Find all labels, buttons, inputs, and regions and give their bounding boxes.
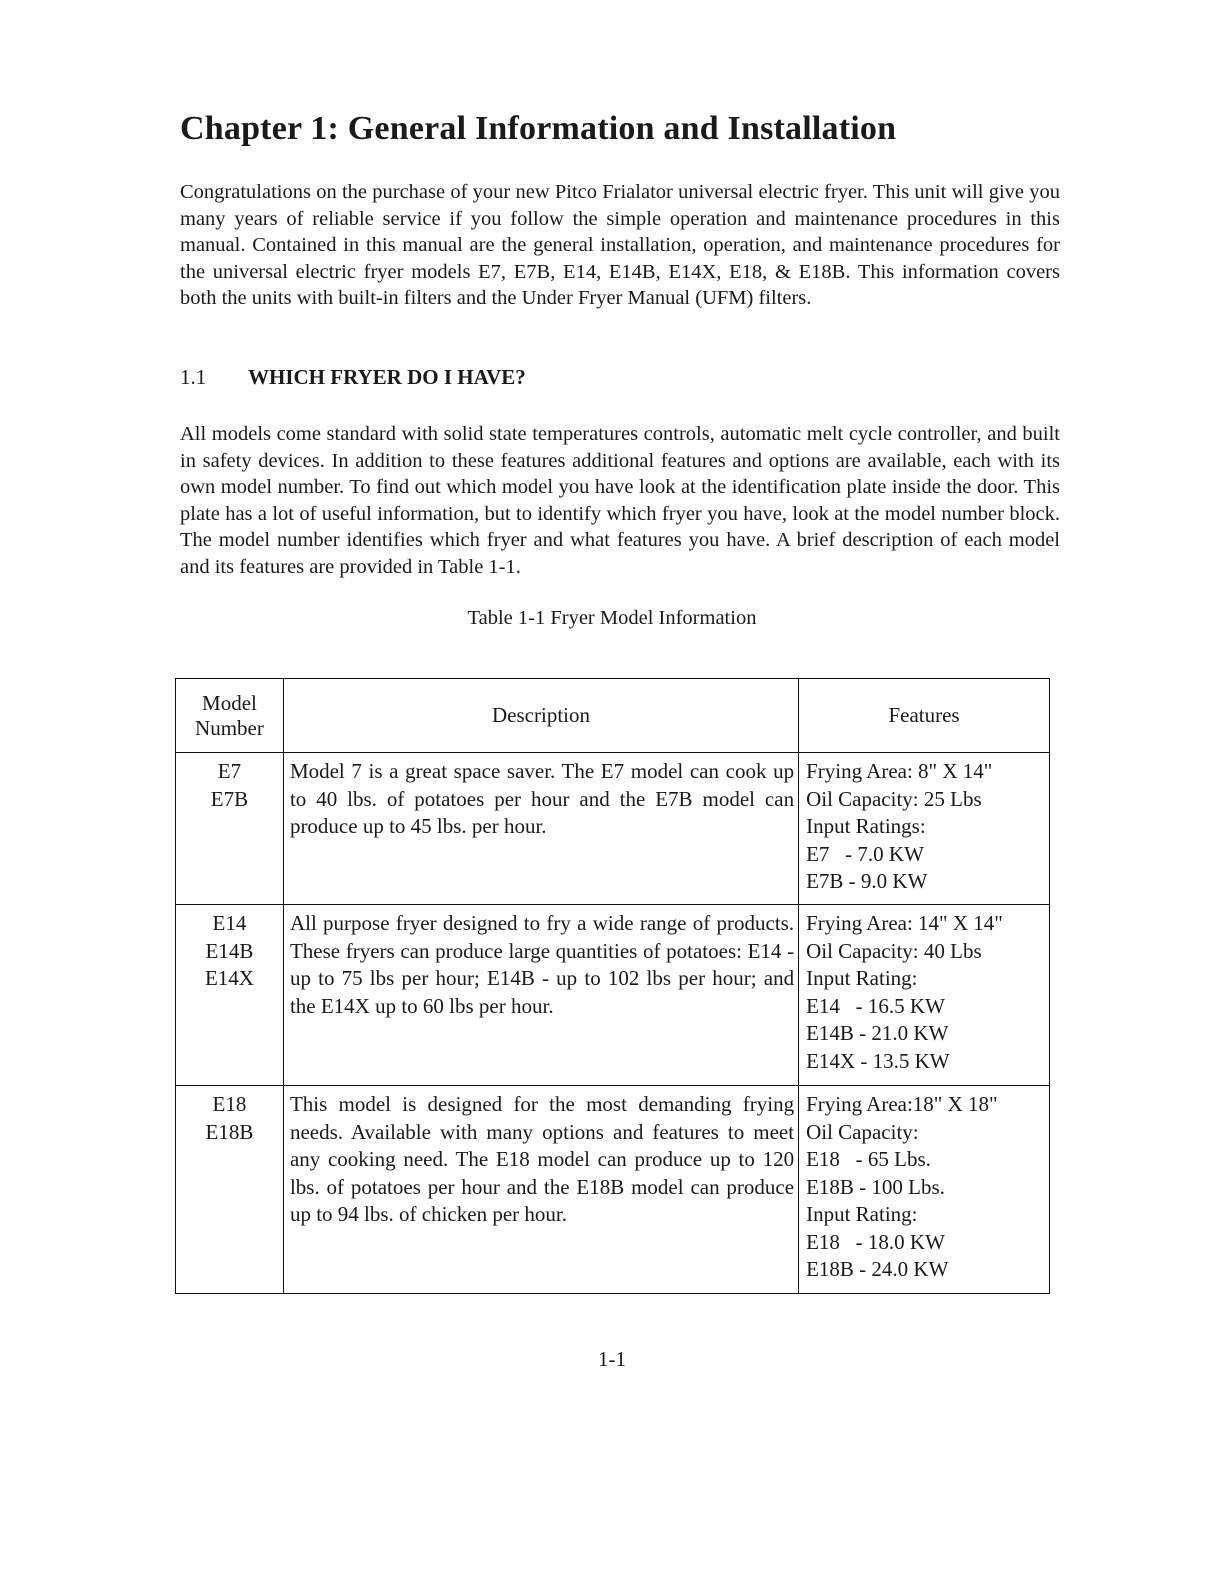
model-number: E7: [217, 759, 242, 783]
features-cell: [799, 753, 1050, 905]
chapter-title: Chapter 1: General Information and Installation: [180, 110, 897, 147]
model-number: E7B: [210, 786, 249, 811]
header-features: Features: [799, 679, 1050, 753]
table-row: [176, 1086, 1050, 1294]
section-number: 1.1: [180, 365, 207, 389]
feature-line: E7 - 7.0 KW: [806, 841, 924, 866]
table-header-row: [176, 679, 1050, 753]
description-cell: This model is designed for the most demanding frying needs. Available with many options and features to meet any cooking need. The E18 model can produce up to 120 lbs. of potatoes per hour and the E18B model can produce up to 94 lbs. of chicken per hour.: [283, 1086, 798, 1294]
header-model-number-label: Model Number: [195, 690, 264, 740]
feature-line: Frying Area:18" X 18": [806, 1092, 998, 1116]
header-description: Description: [283, 679, 798, 753]
section-heading: [180, 365, 526, 390]
feature-line: E14B - 21.0 KW: [806, 1021, 949, 1045]
feature-line: Oil Capacity: 25 Lbs: [806, 786, 982, 811]
section-title: WHICH FRYER DO I HAVE?: [248, 365, 526, 389]
description-cell: Model 7 is a great space saver. The E7 model can cook up to 40 lbs. of potatoes per hour and the E7B model can produce up to 45 lbs. per hour.: [283, 753, 798, 905]
feature-line: E18B - 100 Lbs.: [806, 1174, 945, 1199]
features-cell: [799, 1086, 1050, 1294]
feature-line: Frying Area: 14" X 14": [806, 911, 1003, 935]
table-caption: Table 1-1 Fryer Model Information: [467, 607, 757, 629]
header-model-number: [176, 679, 284, 753]
scan-artifact: [88, 178, 90, 196]
table-row: [176, 753, 1050, 905]
model-number: E14: [212, 911, 247, 935]
feature-line: E14 - 16.5 KW: [806, 993, 945, 1018]
feature-line: Input Rating:: [806, 966, 918, 990]
feature-line: Oil Capacity: 40 Lbs: [806, 938, 982, 963]
model-cell: [176, 753, 284, 905]
model-cell: [176, 905, 284, 1086]
feature-line: E18 - 65 Lbs.: [806, 1147, 931, 1171]
model-number: E14X: [204, 966, 254, 990]
feature-line: Input Rating:: [806, 1202, 918, 1226]
model-number: E18: [212, 1092, 247, 1116]
description-cell: All purpose fryer designed to fry a wide range of products. These fryers can produce large quantities of potatoes: E14 - up to 75 lbs per hour; E14B - up to 102 lbs per hour; and the E14X up to 60 lbs per hour.: [283, 905, 798, 1086]
features-cell: [799, 905, 1050, 1086]
table-row: [176, 905, 1050, 1086]
table-body: [176, 753, 1050, 1294]
which-fryer-paragraph: All models come standard with solid state temperatures controls, automatic melt cycle controller, and built in safety devices. In addition to these features additional features and options are available, each with its own model number. To find out which model you have look at the identification plate inside the door. This plate has a lot of useful information, but to identify which fryer you have, look at the model number block. The model number identifies which fryer and what features you have. A brief description of each model and its features are provided in Table 1-1.: [180, 423, 1060, 578]
feature-line: E18 - 18.0 KW: [806, 1229, 945, 1254]
model-number: E14B: [205, 938, 254, 963]
model-cell: [176, 1086, 284, 1294]
feature-line: E7B - 9.0 KW: [806, 869, 928, 893]
fryer-model-table: [175, 678, 1050, 1294]
feature-line: E18B - 24.0 KW: [806, 1257, 949, 1281]
feature-line: Oil Capacity:: [806, 1119, 919, 1144]
feature-line: Frying Area: 8" X 14": [806, 759, 993, 783]
page-number: 1-1: [598, 1347, 626, 1371]
intro-paragraph: Congratulations on the purchase of your new Pitco Frialator universal electric fryer. This unit will give you many years of reliable service if you follow the simple operation and maintenance procedures in this manual. Contained in this manual are the general installation, operation, and maintenance procedures for the universal electric fryer models E7, E7B, E14, E14B, E14X, E18, & E18B. This information covers both the units with built-in filters and the Under Fryer Manual (UFM) filters.: [180, 181, 1060, 310]
feature-line: Input Ratings:: [806, 814, 926, 838]
model-number: E18B: [205, 1119, 254, 1144]
feature-line: E14X - 13.5 KW: [806, 1048, 950, 1073]
